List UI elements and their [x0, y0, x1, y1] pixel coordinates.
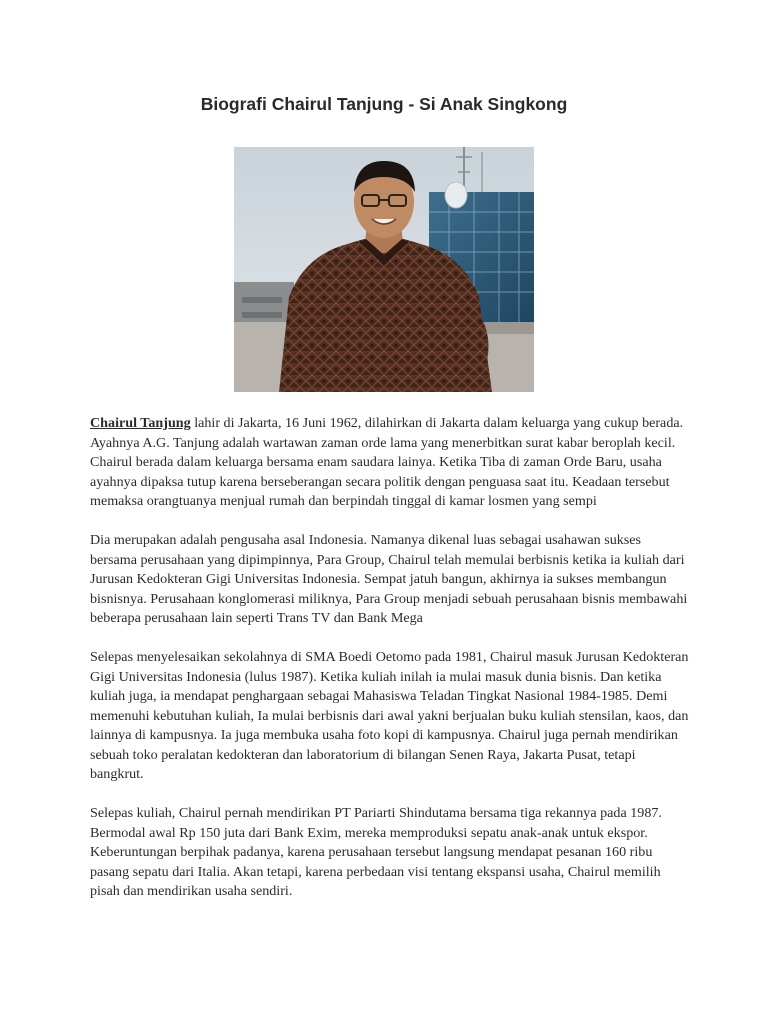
article-body: [90, 414, 690, 921]
portrait-photo-icon: [234, 147, 534, 392]
page-title: Biografi Chairul Tanjung - Si Anak Singkong: [200, 94, 568, 114]
portrait-photo: [234, 147, 534, 392]
paragraph-1-text: lahir di Jakarta, 16 Juni 1962, dilahirkan di Jakarta dalam keluarga yang cukup berada. Ayahnya A.G. Tanjung adalah wartawan zaman orde lama yang menerbitkan surat kabar beroplah kecil. Chairul berada dalam keluarga bersama enam saudara lainya. Ketika Tiba di zaman Orde Baru, usaha ayahnya dipaksa tutup karena berseberangan secara politik dengan penguasa saat itu. Keadaan tersebut memaksa orangtuanya menjual rumah dan berpindah tinggal di kamar losmen yang sempi: [90, 415, 684, 509]
paragraph-4: Selepas kuliah, Chairul pernah mendirikan PT Pariarti Shindutama bersama tiga rekannya pada 1987. Bermodal awal Rp 150 juta dari Bank Exim, mereka memproduksi sepatu anak-anak untuk ekspor. Keberuntungan berpihak padanya, karena perusahaan tersebut langsung mendapat pesanan 160 ribu pasang sepatu dari Italia. Akan tetapi, karena perbedaan visi tentang ekspansi usaha, Chairul memilih pisah dan mendirikan usaha sendiri.: [90, 805, 662, 899]
paragraph-1: [90, 414, 690, 512]
paragraph-2: Dia merupakan adalah pengusaha asal Indonesia. Namanya dikenal luas sebagai usahawan sukses bersama perusahaan yang dipimpinnya, Para Group, Chairul telah memulai berbisnis ketika ia kuliah dari Jurusan Kedokteran Gigi Universitas Indonesia. Sempat jatuh bangun, akhirnya ia sukses membangun bisnisnya. Perusahaan konglomerasi miliknya, Para Group menjadi sebuah perusahaan bisnis membawahi beberapa perusahaan lain seperti Trans TV dan Bank Mega: [90, 532, 688, 626]
subject-name-link[interactable]: Chairul Tanjung: [90, 415, 191, 431]
paragraph-3: Selepas menyelesaikan sekolahnya di SMA Boedi Oetomo pada 1981, Chairul masuk Jurusan Kedokteran Gigi Universitas Indonesia (lulus 1987). Ketika kuliah inilah ia mulai masuk dunia bisnis. Dan ketika kuliah juga, ia mendapat penghargaan sebagai Mahasiswa Teladan Tingkat Nasional 1984-1985. Demi memenuhi kebutuhan kuliah, Ia mulai berbisnis dari awal yakni berjualan buku kuliah stensilan, kaos, dan lainnya di kampusnya. Ia juga membuka usaha foto kopi di kampusnya. Chairul juga pernah mendirikan sebuah toko peralatan kedokteran dan laboratorium di bilangan Senen Raya, Jakarta Pusat, tetapi bangkrut.: [90, 649, 689, 782]
